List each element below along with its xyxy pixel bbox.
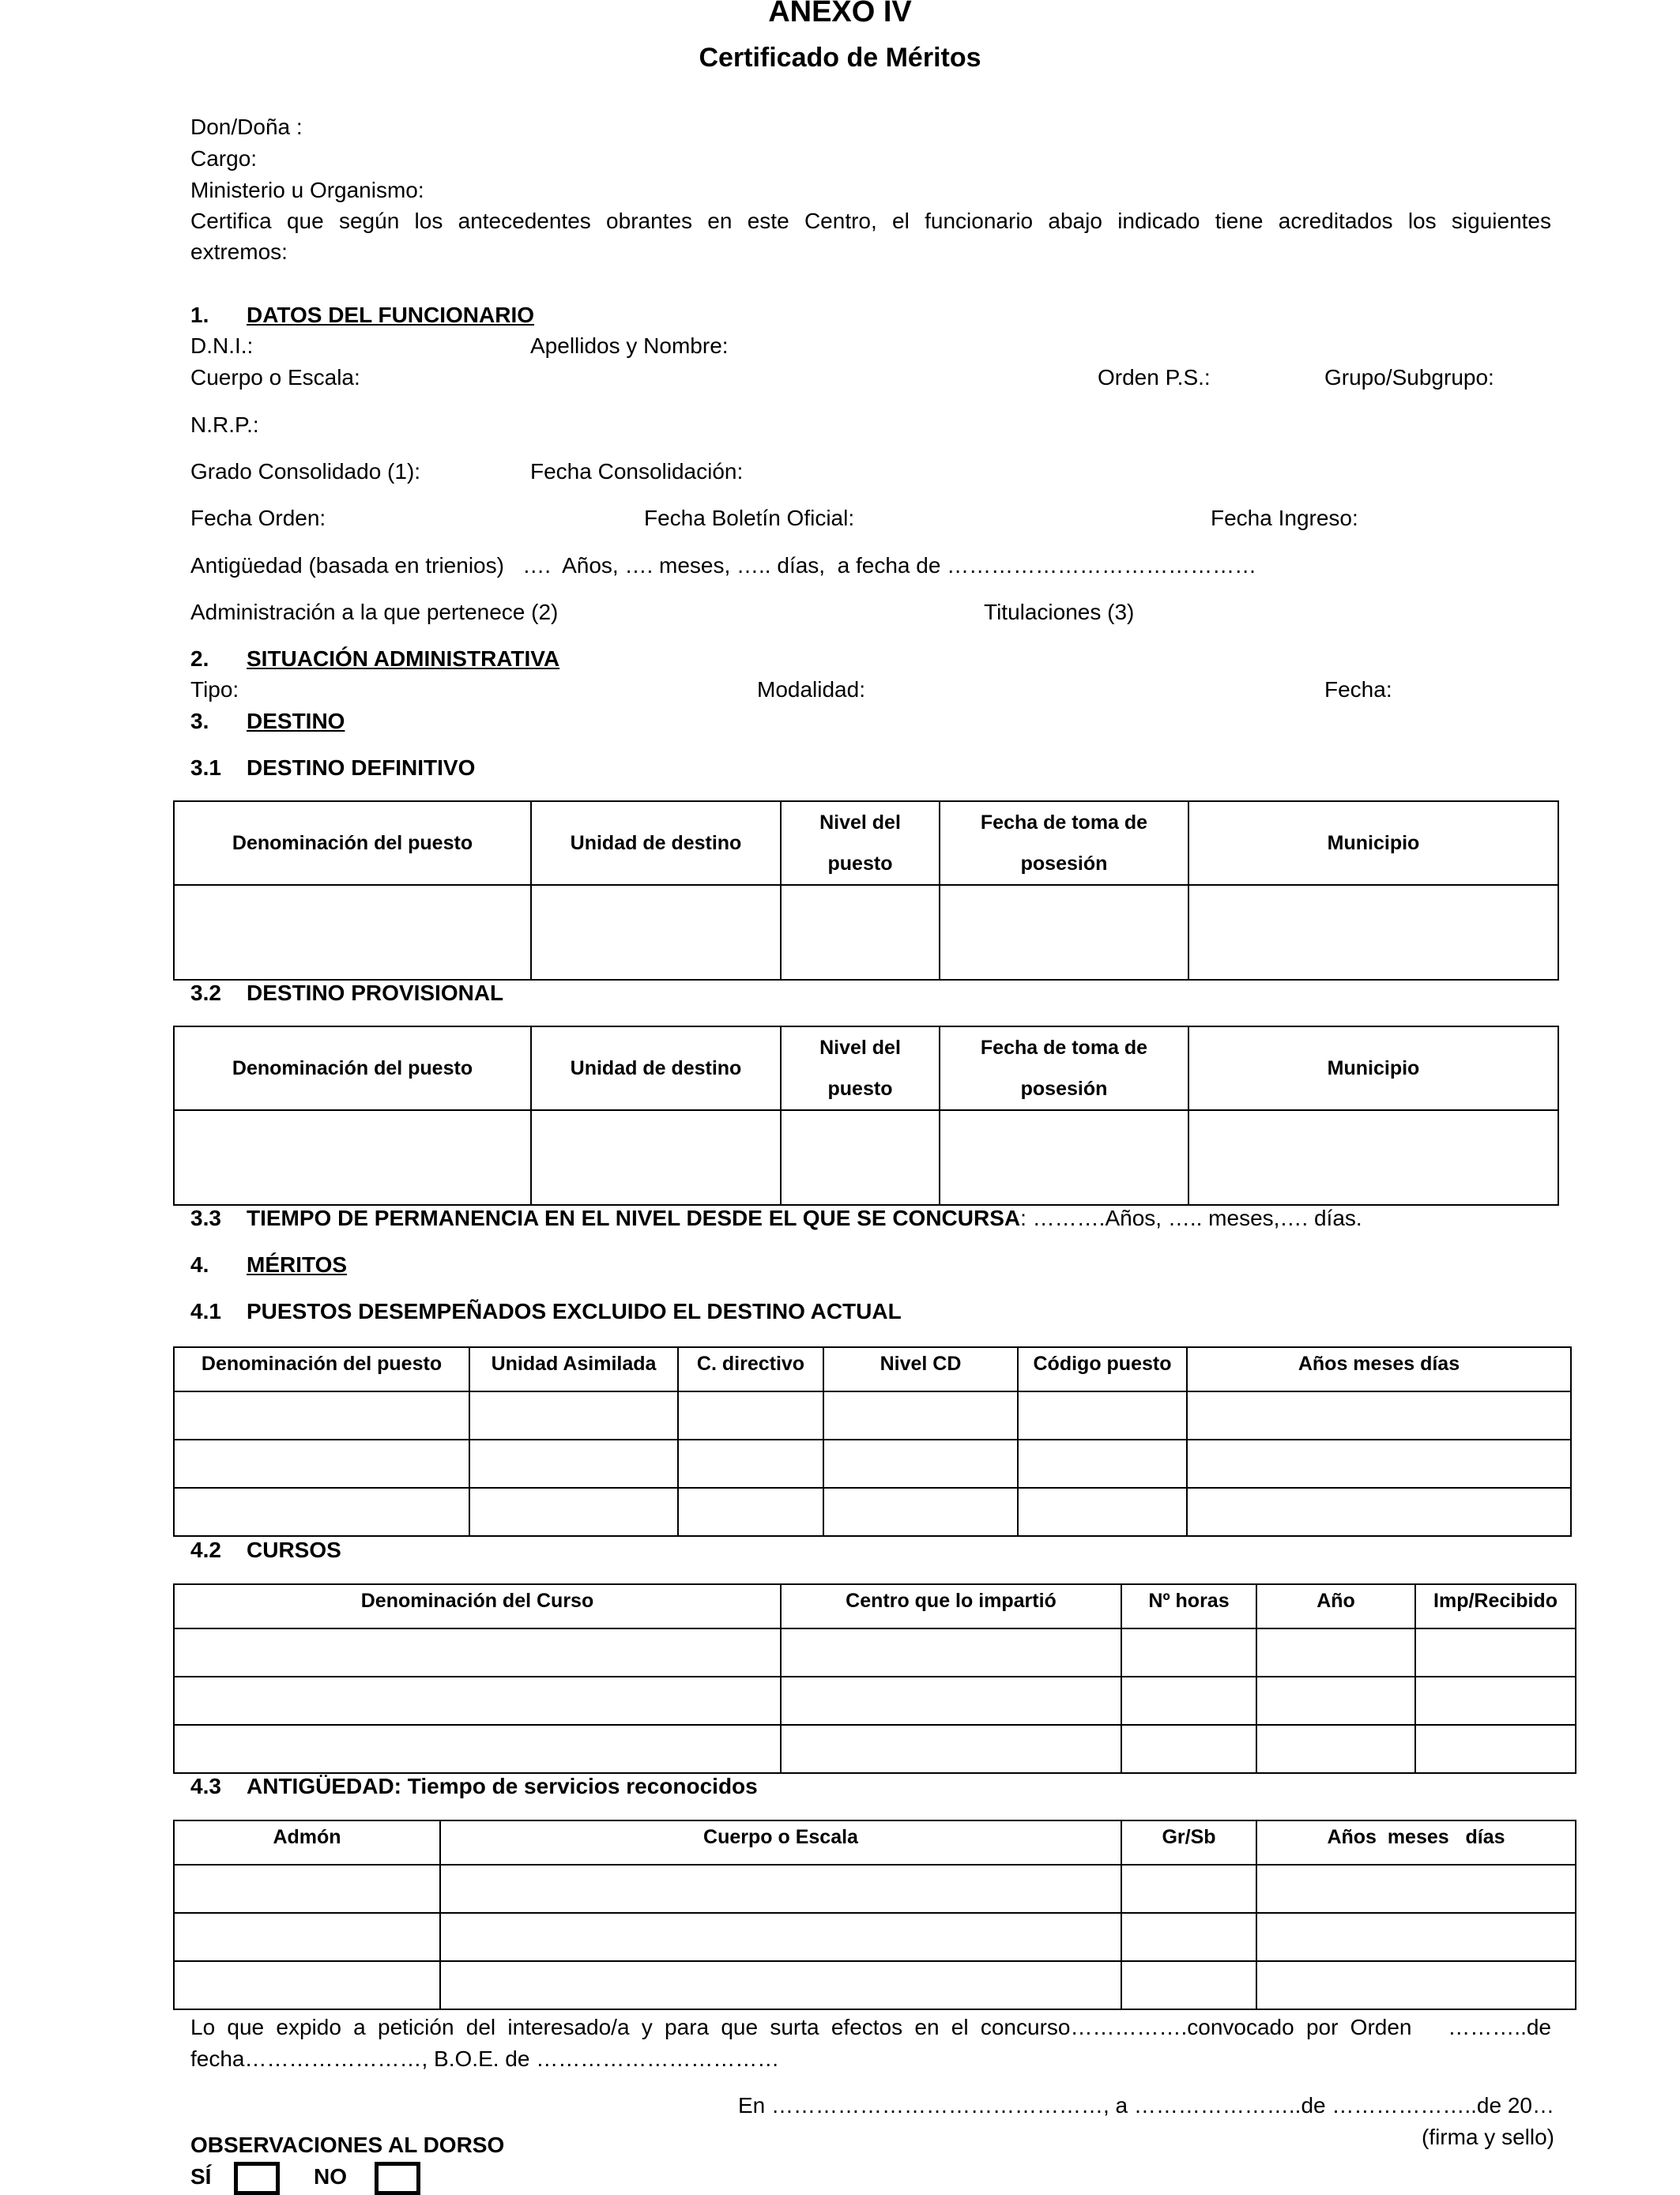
table-cell[interactable] [174, 1725, 781, 1773]
col-municipio: Municipio [1188, 1026, 1558, 1110]
cargo-label: Cargo: [190, 146, 258, 171]
table-cell[interactable] [1018, 1391, 1187, 1440]
table-cell[interactable] [469, 1440, 678, 1488]
table-row [174, 1488, 1571, 1536]
table-cell[interactable] [1121, 1913, 1256, 1961]
fecha-consolidacion-label: Fecha Consolidación: [530, 459, 744, 484]
no-checkbox[interactable] [375, 2162, 420, 2195]
ministerio-label: Ministerio u Organismo: [190, 178, 424, 202]
table-cell[interactable] [1018, 1488, 1187, 1536]
table-cell[interactable] [823, 1440, 1018, 1488]
table-cell[interactable] [678, 1440, 823, 1488]
col-fecha-l1: Fecha de toma de [980, 811, 1148, 834]
antiguedad-line: Antigüedad (basada en trienios) …. Años, …. meses, ….. días, a fecha de …………………………………… [190, 553, 1257, 578]
cursos-table [173, 1583, 1576, 1774]
section-3-1-number: 3.1 [190, 755, 221, 780]
col-admon: Admón [174, 1820, 440, 1865]
section-2-title: SITUACIÓN ADMINISTRATIVA [247, 646, 560, 671]
table-cell[interactable] [1121, 1865, 1256, 1913]
col-fecha-toma [940, 1026, 1188, 1110]
col-nivel-cd: Nivel CD [823, 1347, 1018, 1391]
modalidad-label: Modalidad: [757, 677, 865, 702]
table-row [174, 1628, 1576, 1677]
fecha-ingreso-label: Fecha Ingreso: [1211, 506, 1358, 530]
table-cell[interactable] [781, 1677, 1121, 1725]
si-label: SÍ [190, 2164, 212, 2189]
col-nivel-l1: Nivel del [819, 811, 901, 834]
table-cell[interactable] [1187, 1488, 1571, 1536]
cuerpo-label: Cuerpo o Escala: [190, 365, 360, 390]
table-cell[interactable] [174, 1628, 781, 1677]
col-anos-meses-dias: Años meses días [1256, 1820, 1576, 1865]
administracion-label: Administración a la que pertenece (2) [190, 600, 559, 624]
don-label: Don/Doña : [190, 115, 303, 139]
table-cell[interactable] [531, 1110, 781, 1205]
certifica-text-cont: extremos: [190, 239, 288, 264]
fecha-boletin-label: Fecha Boletín Oficial: [644, 506, 855, 530]
section-4-number: 4. [190, 1252, 209, 1277]
section-4-3-number: 4.3 [190, 1774, 221, 1798]
table-cell[interactable] [1121, 1961, 1256, 2009]
table-cell[interactable] [469, 1488, 678, 1536]
col-nivel-l2: puesto [827, 853, 893, 875]
table-row [174, 1961, 1576, 2009]
destino-definitivo-table [173, 800, 1559, 981]
table-cell[interactable] [1256, 1961, 1576, 2009]
fecha-orden-label: Fecha Orden: [190, 506, 326, 530]
col-nivel-l1: Nivel del [819, 1037, 901, 1059]
fecha-label: Fecha: [1324, 677, 1392, 702]
table-cell[interactable] [440, 1961, 1121, 2009]
table-row [174, 1391, 1571, 1440]
section-3-2-number: 3.2 [190, 981, 221, 1005]
col-cuerpo-escala: Cuerpo o Escala [440, 1820, 1121, 1865]
titulaciones-label: Titulaciones (3) [984, 600, 1135, 624]
table-header-row [174, 801, 1558, 885]
nrp-label: N.R.P.: [190, 412, 259, 437]
table-row [174, 885, 1558, 980]
table-cell[interactable] [678, 1391, 823, 1440]
apellidos-label: Apellidos y Nombre: [530, 333, 729, 358]
section-3-2-title: DESTINO PROVISIONAL [247, 981, 504, 1005]
table-cell[interactable] [174, 1961, 440, 2009]
col-fecha-l1: Fecha de toma de [980, 1037, 1148, 1059]
col-denominacion: Denominación del puesto [174, 1026, 531, 1110]
col-ano: Año [1256, 1584, 1415, 1628]
col-nivel [781, 1026, 940, 1110]
col-horas: Nº horas [1121, 1584, 1256, 1628]
section-4-1-number: 4.1 [190, 1299, 221, 1323]
closing-text: Lo que expido a petición del interesado/a y para que surta efectos en el concurso…………….convocado por Orden ………..de [190, 2015, 1551, 2039]
observaciones-label: OBSERVACIONES AL DORSO [190, 2133, 505, 2157]
page-title: ANEXO IV [768, 0, 912, 28]
section-3-3-value: : ……….Años, ….. meses,…. días. [1020, 1206, 1362, 1230]
table-header-row [174, 1584, 1576, 1628]
table-cell[interactable] [1256, 1865, 1576, 1913]
table-row [174, 1865, 1576, 1913]
grado-label: Grado Consolidado (1): [190, 459, 421, 484]
table-cell[interactable] [1121, 1677, 1256, 1725]
col-gr-sb: Gr/Sb [1121, 1820, 1256, 1865]
table-cell[interactable] [174, 1913, 440, 1961]
col-fecha-toma [940, 801, 1188, 885]
place-date-line: En ………………………………………, a …………………..de ………………..de 20… [737, 2093, 1554, 2118]
section-3-3-number: 3.3 [190, 1206, 221, 1230]
table-cell[interactable] [531, 885, 781, 980]
col-codigo-puesto: Código puesto [1018, 1347, 1187, 1391]
closing-text-cont: fecha……………………, B.O.E. de …………………………… [190, 2046, 780, 2071]
table-cell[interactable] [940, 1110, 1188, 1205]
table-cell[interactable] [781, 885, 940, 980]
table-header-row [174, 1347, 1571, 1391]
col-c-directivo: C. directivo [678, 1347, 823, 1391]
table-cell[interactable] [823, 1391, 1018, 1440]
col-imp-recibido: Imp/Recibido [1415, 1584, 1576, 1628]
table-cell[interactable] [440, 1913, 1121, 1961]
table-cell[interactable] [1256, 1677, 1415, 1725]
tipo-label: Tipo: [190, 677, 239, 702]
section-3-title: DESTINO [247, 709, 345, 733]
orden-ps-label: Orden P.S.: [1098, 365, 1211, 390]
col-unidad-asimilada: Unidad Asimilada [469, 1347, 678, 1391]
section-1-title: DATOS DEL FUNCIONARIO [247, 303, 535, 327]
table-cell[interactable] [1187, 1391, 1571, 1440]
col-nivel [781, 801, 940, 885]
section-4-3-title: ANTIGÜEDAD: Tiempo de servicios reconocidos [247, 1774, 758, 1798]
table-cell[interactable] [174, 1440, 469, 1488]
table-cell[interactable] [1256, 1913, 1576, 1961]
table-cell[interactable] [174, 885, 531, 980]
col-centro: Centro que lo impartió [781, 1584, 1121, 1628]
table-row [174, 1440, 1571, 1488]
col-nivel-l2: puesto [827, 1078, 893, 1100]
table-cell[interactable] [440, 1865, 1121, 1913]
table-cell[interactable] [174, 1488, 469, 1536]
section-3-3-title: TIEMPO DE PERMANENCIA EN EL NIVEL DESDE EL QUE SE CONCURSA [247, 1206, 1021, 1230]
col-fecha-l2: posesión [1020, 1078, 1108, 1100]
section-4-1-title: PUESTOS DESEMPEÑADOS EXCLUIDO EL DESTINO ACTUAL [247, 1299, 902, 1323]
col-unidad: Unidad de destino [531, 801, 781, 885]
table-cell[interactable] [1256, 1725, 1415, 1773]
table-cell[interactable] [469, 1391, 678, 1440]
table-cell[interactable] [781, 1110, 940, 1205]
table-cell[interactable] [1188, 885, 1558, 980]
table-cell[interactable] [940, 885, 1188, 980]
table-header-row [174, 1820, 1576, 1865]
destino-provisional-table [173, 1026, 1559, 1206]
table-cell[interactable] [1187, 1440, 1571, 1488]
table-row [174, 1677, 1576, 1725]
table-cell[interactable] [174, 1865, 440, 1913]
section-1-number: 1. [190, 303, 209, 327]
section-4-2-number: 4.2 [190, 1538, 221, 1562]
puestos-table [173, 1346, 1572, 1537]
table-row [174, 1725, 1576, 1773]
table-cell[interactable] [1121, 1628, 1256, 1677]
no-label: NO [314, 2164, 347, 2189]
si-checkbox[interactable] [234, 2162, 280, 2195]
table-cell[interactable] [823, 1488, 1018, 1536]
table-header-row [174, 1026, 1558, 1110]
table-cell[interactable] [781, 1628, 1121, 1677]
section-3-number: 3. [190, 709, 209, 733]
table-row [174, 1913, 1576, 1961]
col-denominacion: Denominación del puesto [174, 801, 531, 885]
table-cell[interactable] [781, 1725, 1121, 1773]
table-cell[interactable] [1415, 1725, 1576, 1773]
table-cell[interactable] [1188, 1110, 1558, 1205]
dni-label: D.N.I.: [190, 333, 254, 358]
table-cell[interactable] [1415, 1677, 1576, 1725]
table-cell[interactable] [1256, 1628, 1415, 1677]
section-2-number: 2. [190, 646, 209, 671]
section-3-3-line [247, 1205, 1362, 1232]
grupo-label: Grupo/Subgrupo: [1324, 365, 1494, 390]
col-denominacion-curso: Denominación del Curso [174, 1584, 781, 1628]
col-municipio: Municipio [1188, 801, 1558, 885]
col-fecha-l2: posesión [1020, 853, 1108, 875]
table-cell[interactable] [678, 1488, 823, 1536]
certifica-text: Certifica que según los antecedentes obrantes en este Centro, el funcionario abajo indicado tiene acreditados los siguientes [190, 209, 1551, 233]
col-unidad: Unidad de destino [531, 1026, 781, 1110]
table-row [174, 1110, 1558, 1205]
col-denominacion: Denominación del puesto [174, 1347, 469, 1391]
table-cell[interactable] [1415, 1628, 1576, 1677]
table-cell[interactable] [1018, 1440, 1187, 1488]
page-subtitle: Certificado de Méritos [699, 43, 981, 73]
section-4-title: MÉRITOS [247, 1252, 348, 1277]
table-cell[interactable] [174, 1110, 531, 1205]
firma-label: (firma y sello) [1421, 2125, 1554, 2149]
antiguedad-table [173, 1820, 1576, 2010]
table-cell[interactable] [174, 1677, 781, 1725]
col-anos-meses-dias: Años meses días [1187, 1347, 1571, 1391]
table-cell[interactable] [174, 1391, 469, 1440]
section-3-1-title: DESTINO DEFINITIVO [247, 755, 476, 780]
table-cell[interactable] [1121, 1725, 1256, 1773]
section-4-2-title: CURSOS [247, 1538, 341, 1562]
